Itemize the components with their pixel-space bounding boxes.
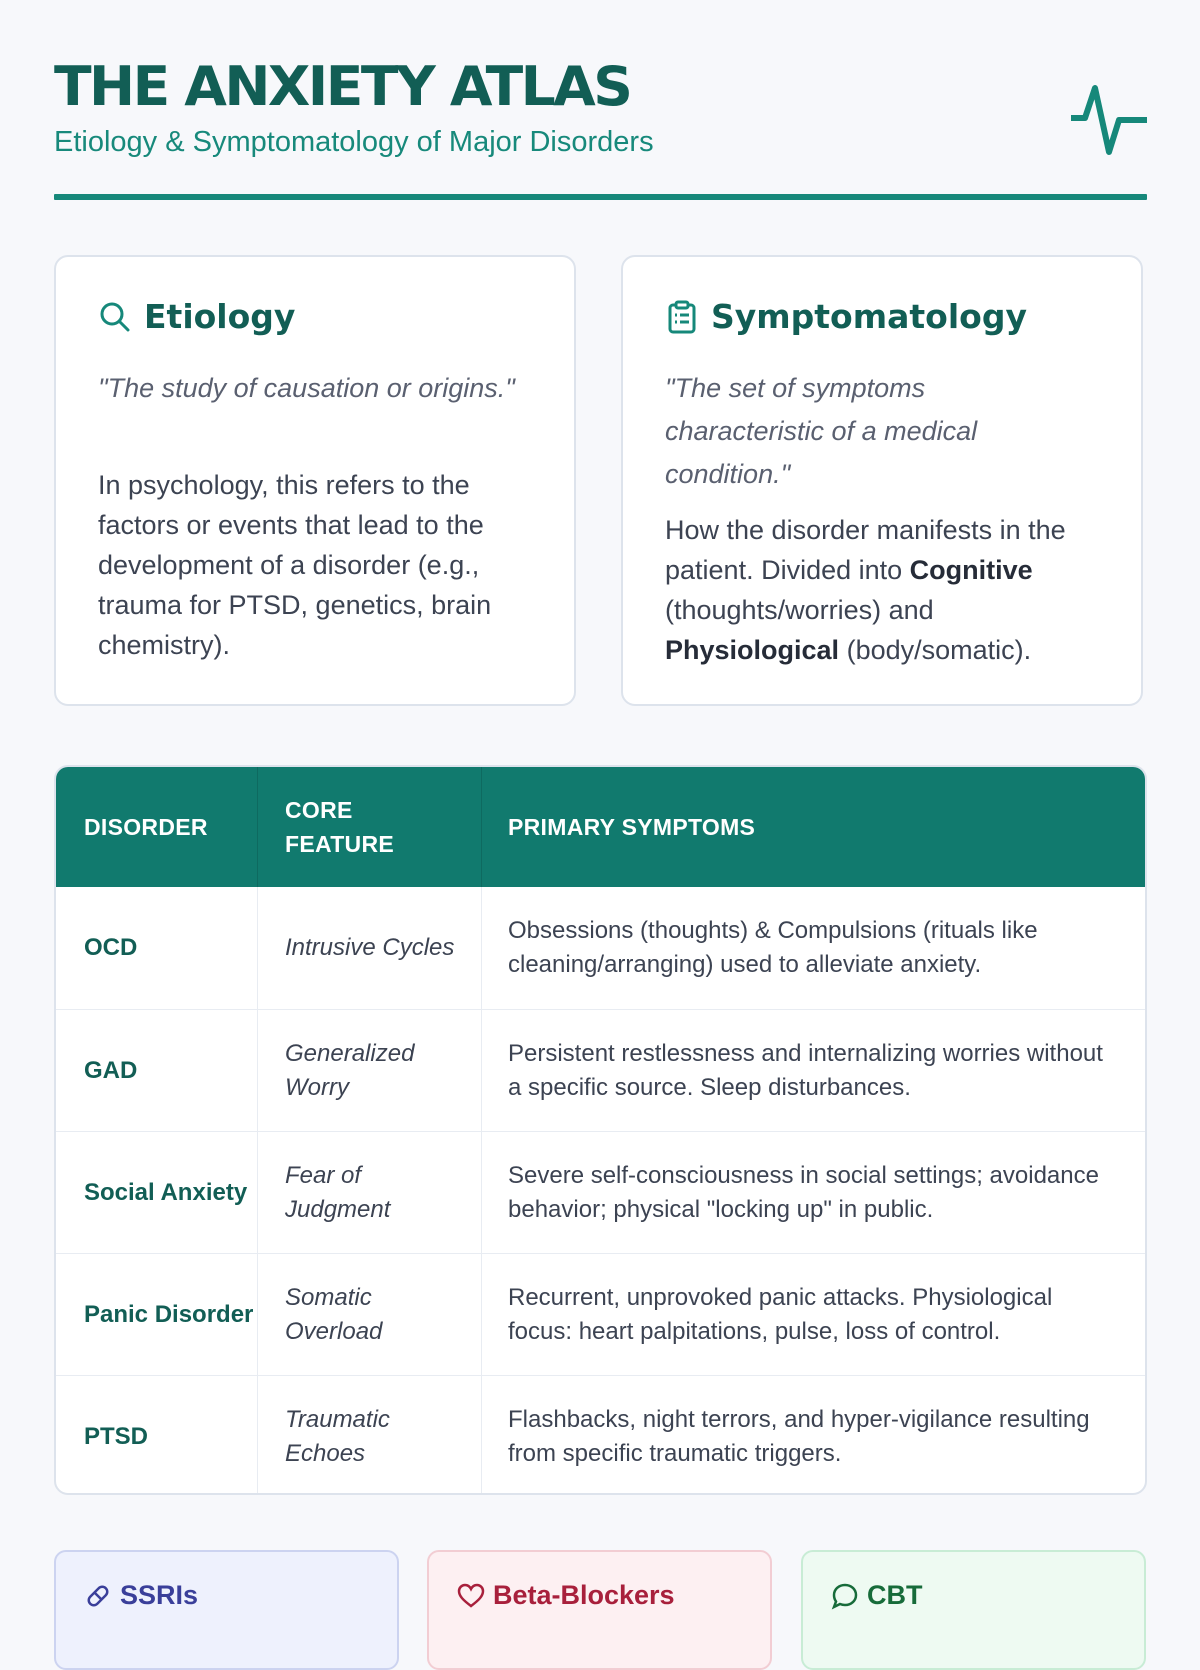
term-cognitive: Cognitive xyxy=(909,555,1033,585)
table-row xyxy=(56,1009,1145,1132)
treatment-heading xyxy=(84,1580,198,1611)
treatment-card-ssris xyxy=(54,1550,399,1670)
pill-icon xyxy=(84,1582,112,1610)
table-row xyxy=(56,1375,1145,1495)
table-row xyxy=(56,1253,1145,1376)
etiology-body: In psychology, this refers to the factors or events that lead to the development of a disorder (e.g., trauma for PTSD, genetics, brain chemistry). xyxy=(98,470,492,660)
symptomatology-body xyxy=(665,510,1103,670)
disorder-name: GAD xyxy=(84,1057,138,1084)
symptomatology-title: Symptomatology xyxy=(711,297,1027,336)
treatment-heading xyxy=(457,1580,675,1611)
etiology-heading xyxy=(98,297,295,336)
symptomatology-heading xyxy=(665,297,1027,336)
core-feature: Intrusive Cycles xyxy=(285,934,455,961)
header xyxy=(54,0,1147,200)
etiology-title: Etiology xyxy=(144,297,296,336)
physiological-note: (body/somatic). xyxy=(846,635,1032,665)
table-row xyxy=(56,1131,1145,1254)
disorder-name: PTSD xyxy=(84,1423,149,1450)
column-header-disorder: DISORDER xyxy=(84,814,208,840)
column-header-primary-symptoms: PRIMARY SYMPTOMS xyxy=(508,814,756,840)
header-divider xyxy=(54,194,1147,200)
disorders-table xyxy=(54,765,1147,1495)
core-feature: Traumatic Echoes xyxy=(285,1406,390,1467)
disorder-name: Panic Disorder xyxy=(84,1301,254,1328)
heart-icon xyxy=(457,1582,485,1610)
core-feature: Generalized Worry xyxy=(285,1040,415,1101)
page xyxy=(54,0,1147,1610)
primary-symptoms: Persistent restlessness and internalizing worries without a specific source. Sleep disturbances. xyxy=(508,1040,1103,1101)
pulse-icon xyxy=(1071,82,1147,158)
disorder-name: OCD xyxy=(84,934,138,961)
symptomatology-intro: How the disorder manifests in the patient. Divided into xyxy=(665,515,1066,585)
header-divider-1 xyxy=(257,767,258,887)
disorder-name: Social Anxiety xyxy=(84,1179,248,1206)
chat-bubble-icon xyxy=(831,1582,859,1610)
page-title: THE ANXIETY ATLAS xyxy=(54,55,631,118)
core-feature: Fear of Judgment xyxy=(285,1162,391,1223)
page-subtitle: Etiology & Symptomatology of Major Disorders xyxy=(54,126,654,158)
treatment-title: Beta-Blockers xyxy=(493,1580,675,1610)
treatment-title: CBT xyxy=(867,1580,923,1610)
symptomatology-quote: "The set of symptoms characteristic of a medical condition." xyxy=(665,373,978,489)
treatment-title: SSRIs xyxy=(120,1580,199,1610)
definitions-section xyxy=(54,255,1147,710)
cognitive-note: (thoughts/worries) and xyxy=(665,595,934,625)
primary-symptoms: Obsessions (thoughts) & Compulsions (rituals like cleaning/arranging) used to alleviate anxiety. xyxy=(508,917,1038,978)
term-physiological: Physiological xyxy=(665,635,840,665)
table-header xyxy=(56,767,1145,887)
search-icon xyxy=(98,300,132,334)
core-feature: Somatic Overload xyxy=(285,1284,383,1345)
treatment-card-beta-blockers xyxy=(427,1550,772,1670)
header-divider-2 xyxy=(481,767,482,887)
primary-symptoms: Flashbacks, night terrors, and hyper-vigilance resulting from specific traumatic triggers. xyxy=(508,1406,1090,1467)
primary-symptoms: Recurrent, unprovoked panic attacks. Physiological focus: heart palpitations, pulse, loss of control. xyxy=(508,1284,1053,1345)
primary-symptoms: Severe self-consciousness in social settings; avoidance behavior; physical "locking up" in public. xyxy=(508,1162,1099,1223)
etiology-quote: "The study of causation or origins." xyxy=(98,373,515,403)
clipboard-icon xyxy=(665,300,699,334)
treatment-card-cbt xyxy=(801,1550,1146,1670)
treatment-heading xyxy=(831,1580,923,1611)
table-row xyxy=(56,887,1145,1009)
column-header-core-feature: CORE FEATURE xyxy=(285,797,395,857)
etiology-card xyxy=(54,255,576,706)
symptomatology-card xyxy=(621,255,1143,706)
